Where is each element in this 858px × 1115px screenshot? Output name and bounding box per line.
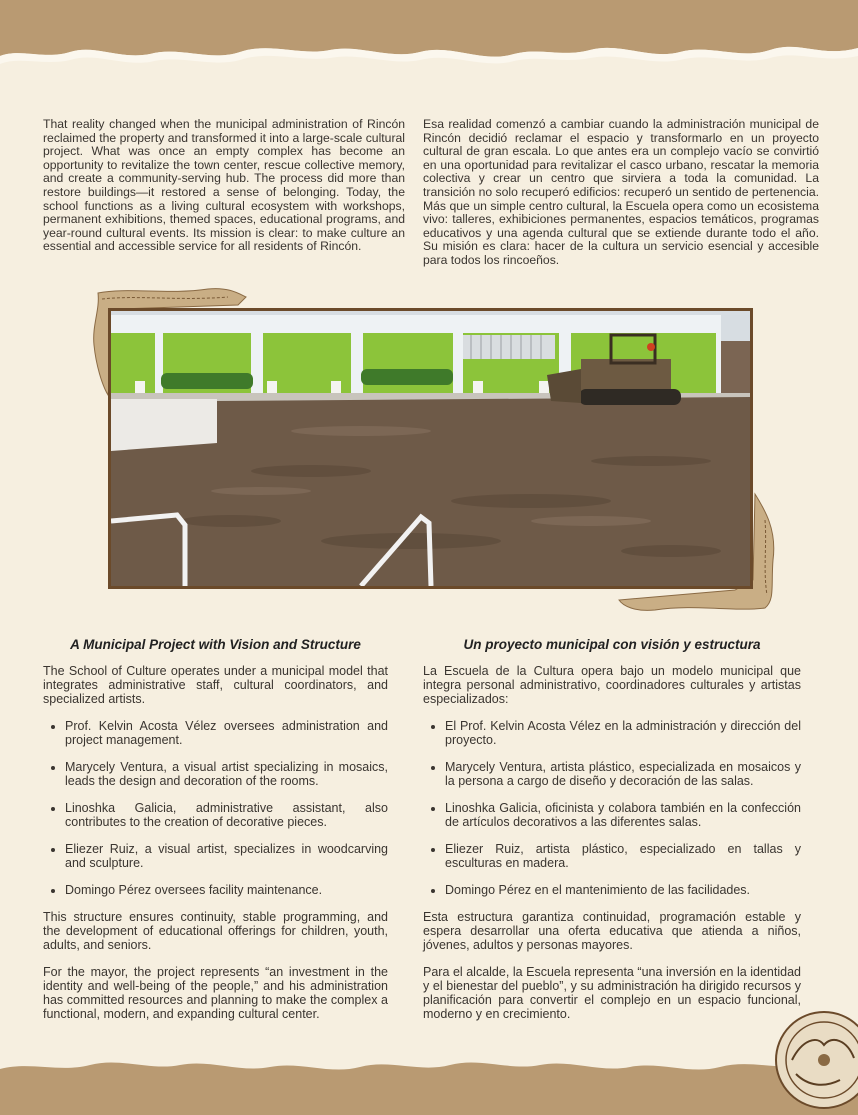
list-item: • El Prof. Kelvin Acosta Vélez en la administración y dirección del proyecto. [445,719,801,747]
photo-illustration [111,311,750,586]
decorative-ornament [762,990,858,1115]
staff-list-es [423,719,801,897]
section-heading-es: Un proyecto municipal con visión y estructura [463,637,761,652]
staff-list-en [43,719,388,897]
structure-paragraph: Esta estructura garantiza continuidad, programación estable y espera desarrollar una oferta educativa que atienda a niños, jóvenes, adultos y personas mayores. [423,910,801,952]
list-item: • Domingo Pérez en el mantenimiento de las facilidades. [445,883,801,897]
body-column-english [43,664,388,1034]
list-item: • Linoshka Galicia, administrative assistant, also contributes to the creation of decorative pieces. [65,801,388,829]
body-column-spanish [423,664,801,1034]
mayor-paragraph: For the mayor, the project represents “an investment in the identity and well-being of the people,” and his administration has committed resources and planning to make the complex a functional, modern, and expanding cultural center. [43,965,388,1021]
torn-paper-bottom [0,1055,858,1115]
intro-paragraph-es: Esa realidad comenzó a cambiar cuando la administración municipal de Rincón decidió reclamar el espacio y transformarlo en un proyecto cultural de gran escala. Lo que antes era un complejo vacío se convirtió en una oportunidad para revitalizar el casco urbano, rescatar la memoria colectiva y crear un centro que sirviera a toda la comunidad. La transición no solo recuperó edificios: recuperó un sentido de pertenencia. Más que un simple centro cultural, la Escuela opera como un ecosistema vivo: talleres, exhibiciones permanentes, espacios temáticos, programas educativos y una agenda cultural que se extiende durante todo el año. Su misión es clara: hacer de la cultura un servicio esencial y accesible para todos los rincoeños. [423,117,819,267]
intro-text-english [43,118,405,254]
list-item: • Marycely Ventura, artista plástico, especializada en mosaicos y la persona a cargo de diseño y decoración de las salas. [445,760,801,788]
list-item: • Domingo Pérez oversees facility maintenance. [65,883,388,897]
intro-text-spanish [423,118,819,268]
intro-paragraph-en: That reality changed when the municipal administration of Rincón reclaimed the property and transformed it into a large-scale cultural project. What was once an empty complex has become an opportunity to revitalize the town center, rescue collective memory, and create a community-serving hub. The process did more than restore buildings—it restored a sense of belonging. Today, the school functions as a living cultural ecosystem with workshops, permanent exhibitions, themed spaces, educational programs, and year-round cultural events. Its mission is clear: to make culture an essential and accessible service for all residents of Rincón. [43,117,405,254]
list-item: • Prof. Kelvin Acosta Vélez oversees administration and project management. [65,719,388,747]
construction-site-photo [108,308,753,589]
list-item: • Eliezer Ruiz, a visual artist, specializes in woodcarving and sculpture. [65,842,388,870]
list-item: • Marycely Ventura, a visual artist specializing in mosaics, leads the design and decoration of the rooms. [65,760,388,788]
intro-paragraph: The School of Culture operates under a municipal model that integrates administrative staff, cultural coordinators, and specialized artists. [43,664,388,706]
list-item: • Eliezer Ruiz, artista plástico, especializado en tallas y esculturas en madera. [445,842,801,870]
list-item: • Linoshka Galicia, oficinista y colabora también en la confección de artículos decorativos a las diferentes salas. [445,801,801,829]
section-heading-en: A Municipal Project with Vision and Structure [70,637,361,652]
structure-paragraph: This structure ensures continuity, stable programming, and the development of educational offerings for children, youth, adults, and seniors. [43,910,388,952]
mayor-paragraph: Para el alcalde, la Escuela representa “una inversión en la identidad y el bienestar del pueblo”, y su administración ha dirigido recursos y planificación para convertir el complejo en un espacio funcional, moderno y en crecimiento. [423,965,801,1021]
intro-paragraph: La Escuela de la Cultura opera bajo un modelo municipal que integra personal administrativo, coordinadores culturales y artistas especializados: [423,664,801,706]
torn-paper-top [0,0,858,70]
